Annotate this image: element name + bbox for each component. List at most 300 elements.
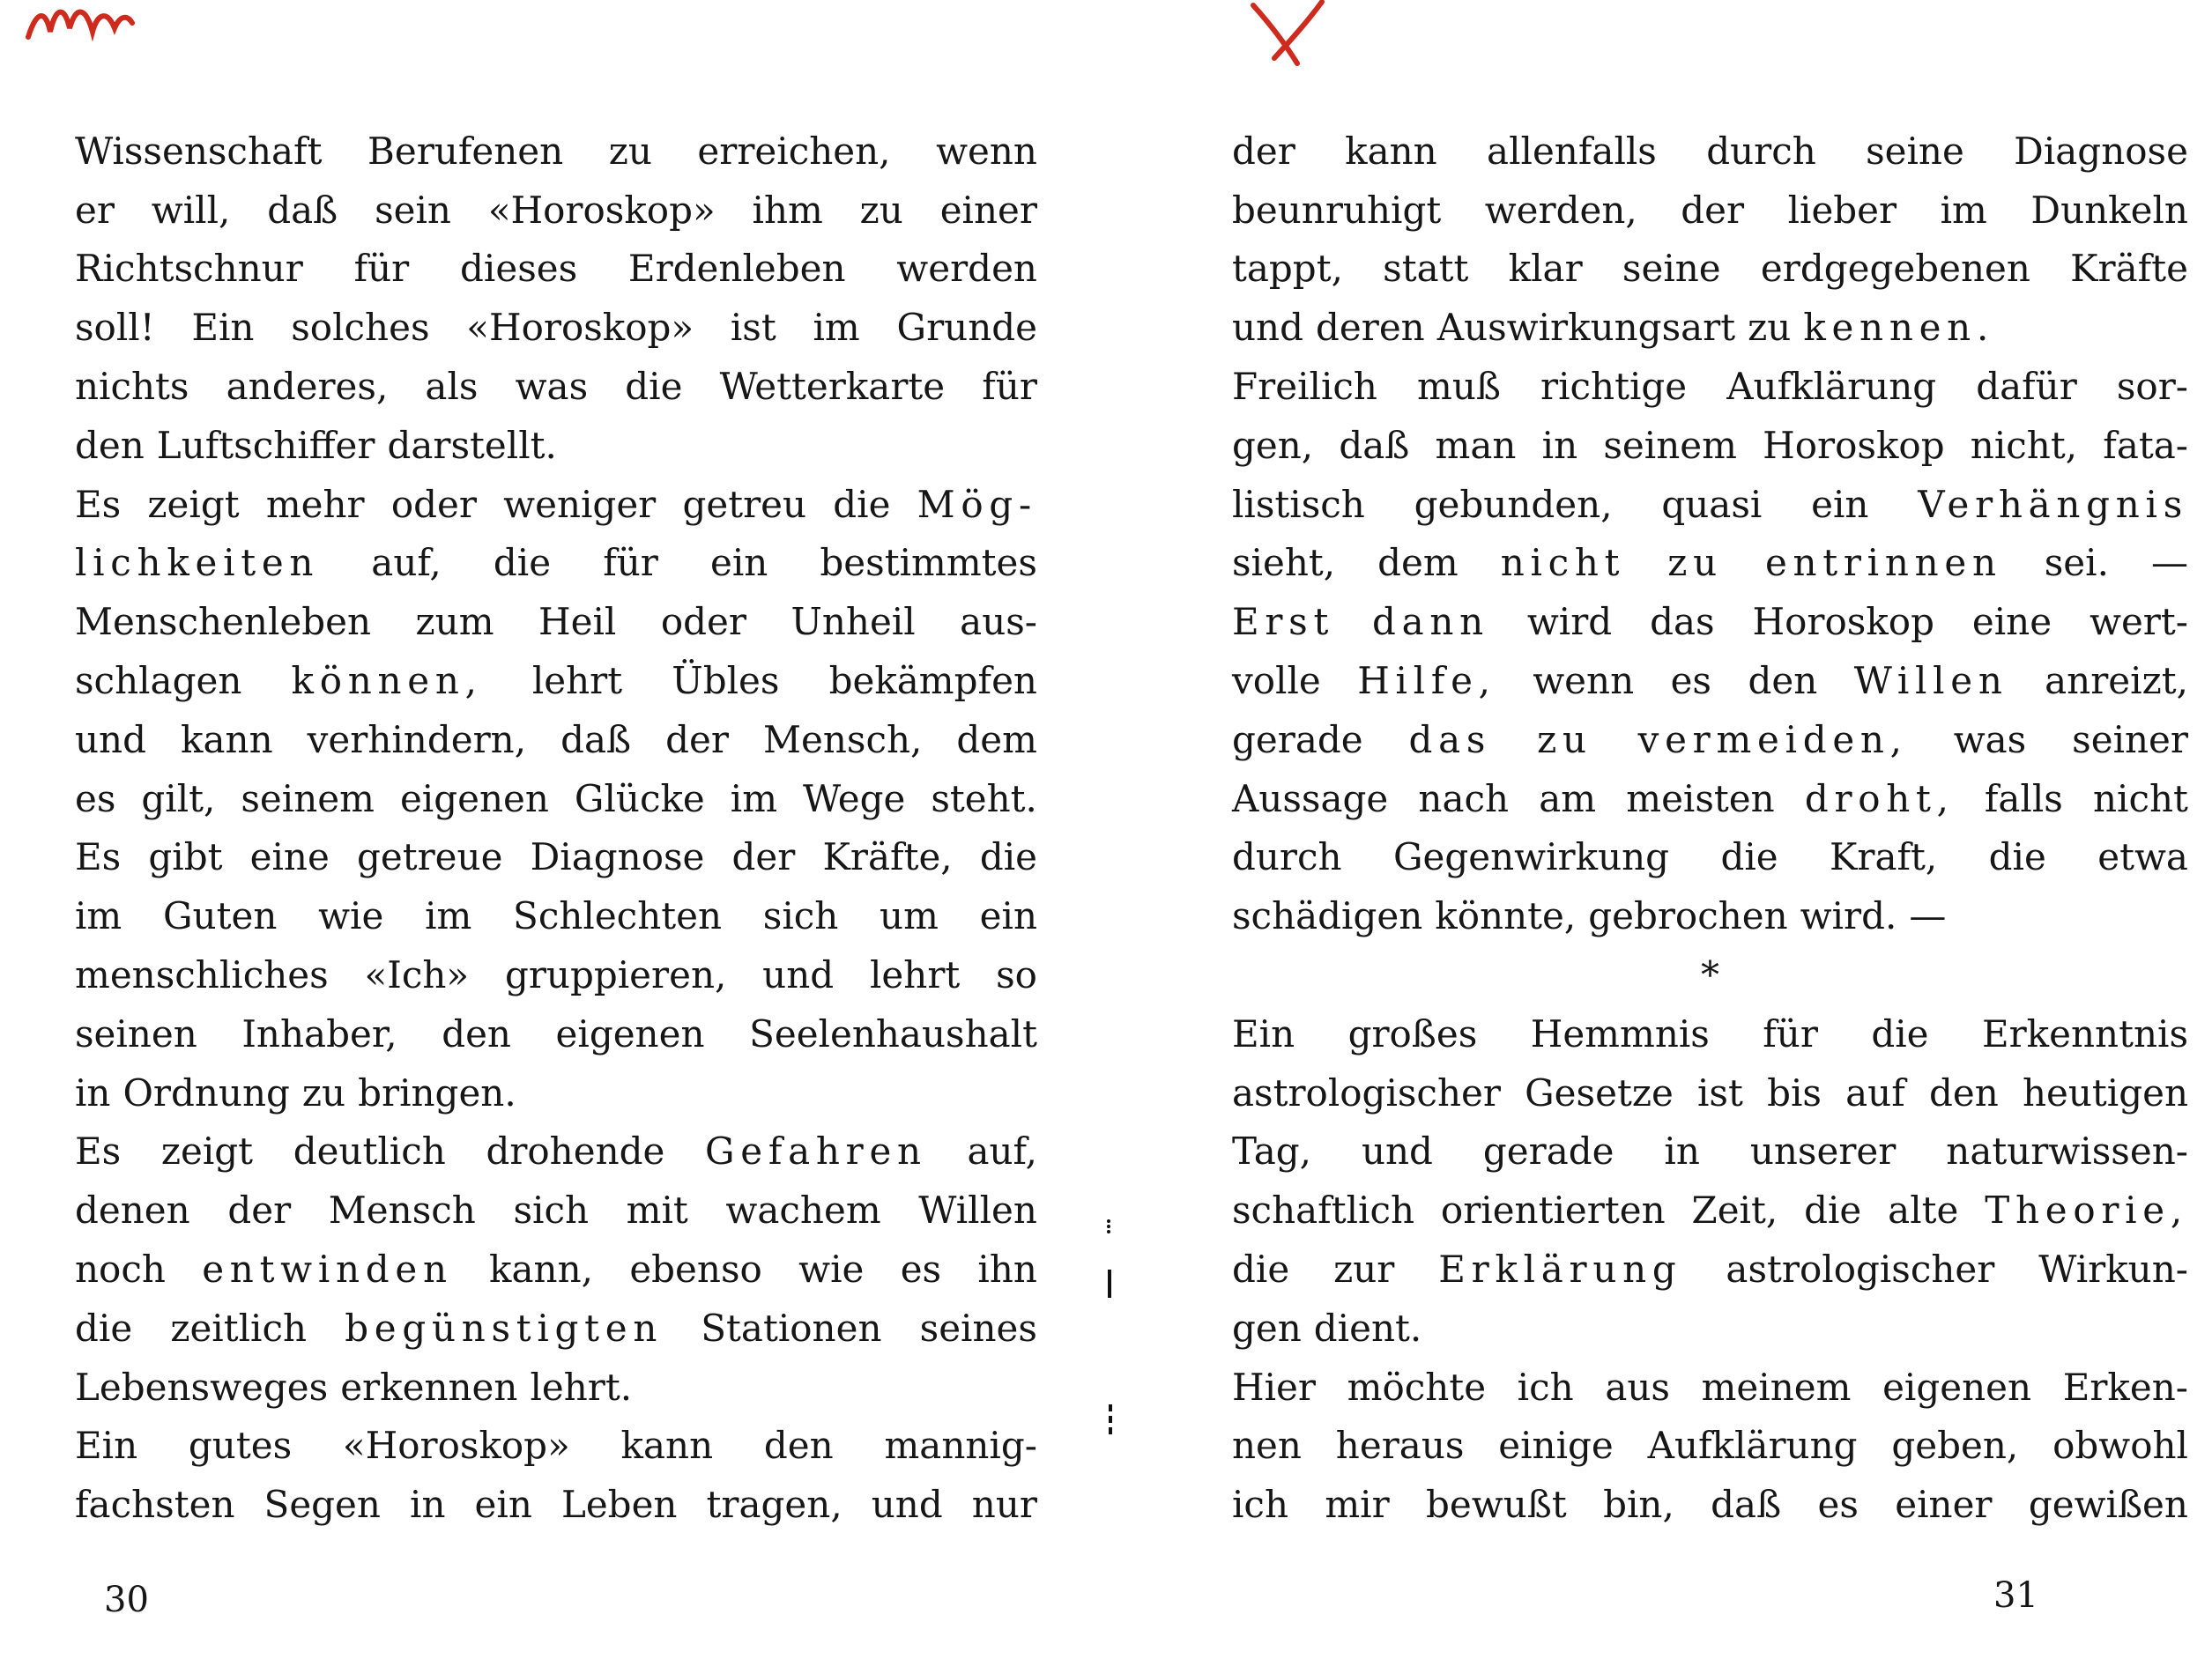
word: daß [1711,1483,1782,1527]
word: steht. [931,776,1037,820]
word: nur [971,1483,1037,1527]
word: Erklärung [1438,1248,1682,1292]
word: fachsten [75,1483,235,1527]
word: aus- [960,600,1037,644]
word: werden [896,247,1037,291]
word: es [1670,659,1711,703]
word: lehrt. [530,1365,633,1409]
word: daß [560,717,632,761]
word: dafür [1976,365,2077,409]
text-line [1232,1004,2188,1063]
word: gewißen [2028,1483,2188,1527]
word: astrologischer [1726,1248,1995,1292]
word: Wetterkarte [719,365,946,409]
word: noch [75,1248,166,1292]
text-line [75,416,1037,475]
word: drohende [486,1130,665,1174]
text-line [1232,886,2188,945]
word: Inhaber, [241,1011,397,1056]
word: und [1232,306,1303,350]
word: und [871,1483,943,1527]
word: Heil [538,600,617,644]
word: Willen [918,1189,1037,1233]
word: tappt, [1232,247,1343,291]
word: bin, [1603,1483,1674,1527]
text-line [1232,357,2188,416]
scan-artifact-gutter-dashed [1109,1404,1112,1434]
word: das [1650,600,1715,644]
word: im [1940,188,1987,232]
word: heutigen [2022,1070,2188,1115]
word: — [1909,894,1947,938]
word: Guten [162,894,278,938]
word: bringen. [358,1070,516,1115]
word: Menschenleben [75,600,372,644]
word: ein [979,894,1037,938]
word: für [353,247,410,291]
red-pen-scribble-top-left [23,0,137,55]
word: deren [1316,306,1425,350]
word: Wege [803,776,906,820]
word: statt [1383,247,1469,291]
word: daß [1339,423,1410,467]
word: Aufklärung [1726,365,1937,409]
word: Gefahren [705,1130,927,1174]
word: gibt [148,835,223,879]
word: die [1720,835,1778,879]
word: Gegenwirkung [1392,835,1670,879]
word: dem [1377,541,1459,585]
word: oder [390,482,477,526]
word: fata- [2103,423,2188,467]
word: zu [608,129,652,173]
word: Ein [1232,1011,1295,1056]
text-line [1232,710,2188,769]
word: obwohl [2052,1424,2188,1468]
word: erdgegebenen [1760,247,2030,291]
word: durch [1706,129,1816,173]
text-line [1232,475,2188,534]
word: Hilfe, [1357,659,1496,703]
word: gerade [1482,1130,1614,1174]
text-line [75,651,1037,710]
text-line [75,475,1037,534]
text-line [1232,122,2188,181]
word: Kraft, [1830,835,1938,879]
word: sieht, [1232,541,1336,585]
word: Horoskop [1752,600,1934,644]
word: Dunkeln [2030,188,2188,232]
text-line [75,1122,1037,1181]
word: falls [1984,776,2063,820]
word: Lebensweges [75,1365,329,1409]
word: nicht [1500,541,1626,585]
word: lichkeiten [75,541,320,585]
word: Mensch [328,1189,476,1233]
word: eigenen [555,1011,705,1056]
word: die [1804,1189,1862,1233]
text-line [1232,651,2188,710]
word: es [900,1248,942,1292]
word: ich [1232,1483,1289,1527]
word: sich [513,1189,590,1233]
word: in [410,1483,446,1527]
word: für [1763,1011,1818,1056]
word: er [75,188,115,232]
word: entwinden [202,1248,453,1292]
word: tragen, [706,1483,842,1527]
text-line [75,592,1037,651]
text-line [1232,1181,2188,1240]
word: was [1953,717,2027,761]
word: die [75,1306,133,1350]
word: seine [1866,129,1964,173]
word: deutlich [293,1130,446,1174]
word: heraus [1335,1424,1465,1468]
text-line [75,1063,1037,1122]
word: und [75,717,146,761]
word: Gesetze [1525,1070,1674,1115]
word: astrologischer [1232,1070,1501,1115]
word: das [1408,717,1492,761]
word: einige [1498,1424,1614,1468]
word: werden, [1484,188,1637,232]
word: sich [762,894,839,938]
word: zeigt [147,482,240,526]
word: Segen [264,1483,381,1527]
word: den [75,423,145,467]
word: meisten [1626,776,1775,820]
word: Zeit, [1691,1189,1778,1233]
word: sor- [2116,365,2188,409]
text-line [75,1358,1037,1417]
word: Seelenhaushalt [749,1011,1037,1056]
word: aus [1605,1365,1670,1409]
word: für [982,365,1037,409]
word: Luftschiffer [156,423,375,467]
text-line [1232,1063,2188,1122]
word: erkennen [340,1365,518,1409]
text-line [75,1417,1037,1476]
word: «Horoskop» [487,188,716,232]
scan-artifact-gutter-solid [1108,1270,1111,1298]
word: zu [1748,306,1792,350]
word: wenn [936,129,1037,173]
word: kann [620,1424,714,1468]
word: ein [474,1483,532,1527]
word: Es [75,835,122,879]
word: zur [1333,1248,1395,1292]
word: allenfalls [1487,129,1657,173]
word: als [425,365,479,409]
word: die [1232,1248,1290,1292]
word: oder [660,600,746,644]
word: seine [1622,247,1721,291]
word: wie [798,1248,865,1292]
text-line [1232,181,2188,240]
word: Mög- [917,482,1037,526]
word: dann [1371,600,1489,644]
word: gruppieren, [504,953,727,997]
word: Wissenschaft [75,129,323,173]
text-line [1232,534,2188,593]
word: Hier [1232,1365,1316,1409]
red-pen-stroke [1253,2,1322,63]
text-line [1232,1299,2188,1358]
word: kann, [489,1248,593,1292]
word: getreu [682,482,807,526]
word: am [1539,776,1597,820]
word: muß [1417,365,1501,409]
word: seinem [1603,423,1737,467]
word: der [1232,129,1295,173]
word: nichts [75,365,189,409]
text-line [75,1240,1037,1299]
word: schaftlich [1232,1189,1415,1233]
word: auf [1845,1070,1905,1115]
word: so [996,953,1037,997]
word: seinem [241,776,375,820]
left-page-number: 30 [104,1580,149,1620]
text-line [1232,298,2188,357]
word: Freilich [1232,365,1377,409]
word: die [979,835,1037,879]
word: kann [181,717,273,761]
word: meinem [1701,1365,1852,1409]
word: — [2150,541,2188,585]
word: wert- [2090,600,2188,644]
word: seines [919,1306,1037,1350]
word: um [880,894,939,938]
word: ein [709,541,768,585]
word: lehrt [531,659,623,703]
right-page-text [1232,122,2188,1534]
text-line [75,1475,1037,1534]
word: dem [956,717,1037,761]
word: denen [75,1189,190,1233]
word: bewußt [1426,1483,1567,1527]
word: im [813,306,860,350]
word: kennen. [1803,306,1995,350]
word: gerade [1232,717,1363,761]
word: Leben [560,1483,678,1527]
word: «Ich» [364,953,470,997]
word: den [1748,659,1818,703]
word: ist [1697,1070,1743,1115]
word: ebenso [629,1248,762,1292]
word: nicht, [1970,423,2078,467]
word: Glücke [574,776,705,820]
text-line [75,1181,1037,1240]
word: was [515,365,589,409]
word: kann [1345,129,1437,173]
word: es [75,776,116,820]
word: zu [1667,541,1723,585]
text-line [75,357,1037,416]
word: schädigen [1232,894,1423,938]
word: und [762,953,835,997]
scan-artifact-gutter-dotted [1107,1219,1110,1233]
word: begünstigten [345,1306,664,1350]
text-line [1232,945,2188,1004]
word: durch [1232,835,1342,879]
word: alte [1888,1189,1959,1233]
word: der [665,717,729,761]
word: dieses [460,247,578,291]
word: den [763,1424,834,1468]
red-pen-scribble-top-center [1239,0,1345,70]
text-line [75,945,1037,1004]
word: die [1988,835,2046,879]
word: «Horoskop» [342,1424,570,1468]
word: ihn [977,1248,1037,1292]
word: * [1701,953,1719,997]
word: die [833,482,891,526]
word: auf, [371,541,442,585]
word: sei. [2044,541,2109,585]
word: den [1928,1070,1999,1115]
word: volle [1232,659,1321,703]
word: anreizt, [2045,659,2188,703]
word: einer [1895,1483,1993,1527]
right-page-number: 31 [1993,1575,2038,1616]
word: eine [1971,600,2052,644]
word: Erst [1232,600,1335,644]
word: darstellt. [387,423,557,467]
word: Ein [75,1424,138,1468]
word: gen [1232,1306,1302,1350]
word: Es [75,1130,122,1174]
word: lehrt [870,953,961,997]
word: gen, [1232,423,1314,467]
word: Erken- [2062,1365,2188,1409]
word: naturwissen- [1946,1130,2188,1174]
word: menschliches [75,953,329,997]
text-line [75,710,1037,769]
word: eigenen [1882,1365,2032,1409]
word: zeigt [160,1130,254,1174]
word: Unheil [791,600,916,644]
word: daß [267,188,338,232]
word: Hemmnis [1530,1011,1710,1056]
word: zu [859,188,903,232]
word: Stationen [701,1306,882,1350]
word: Aussage [1232,776,1389,820]
word: Kräfte, [822,835,953,879]
word: gilt, [141,776,216,820]
word: getreue [356,835,503,879]
word: entrinnen [1764,541,2002,585]
text-line [75,122,1037,181]
word: wachem [725,1189,881,1233]
text-line [75,769,1037,828]
text-line [1232,1122,2188,1181]
word: Schlechten [513,894,723,938]
word: gebunden, [1414,482,1613,526]
word: orientierten [1440,1189,1666,1233]
word: sein [375,188,451,232]
word: einer [939,188,1037,232]
word: können, [291,659,483,703]
word: gebrochen [1588,894,1788,938]
word: und [1361,1130,1433,1174]
text-line [1232,240,2188,299]
word: Auswirkungsart [1436,306,1736,350]
word: in [1541,423,1578,467]
word: schlagen [75,659,242,703]
word: mit [626,1189,688,1233]
word: ihm [752,188,823,232]
word: etwa [2097,835,2188,879]
word: Es [75,482,122,526]
word: es [1817,1483,1859,1527]
word: richtige [1540,365,1688,409]
left-page-text [75,122,1037,1534]
word: mehr [265,482,365,526]
word: soll! [75,306,155,350]
word: seiner [2072,717,2188,761]
word: ist [730,306,776,350]
text-line [75,240,1037,299]
word: Aufklärung [1647,1424,1858,1468]
word: gutes [188,1424,293,1468]
word: bis [1767,1070,1822,1115]
red-pen-stroke [28,12,132,37]
word: zeitlich [170,1306,308,1350]
word: zum [415,600,494,644]
word: wenn [1533,659,1635,703]
word: Berufenen [367,129,564,173]
text-line [1232,1358,2188,1417]
word: anderes, [226,365,389,409]
word: die [1871,1011,1929,1056]
word: man [1435,423,1517,467]
word: der [227,1189,292,1233]
word: nen [1232,1424,1302,1468]
word: weniger [503,482,657,526]
word: im [425,894,472,938]
word: nicht [2093,776,2188,820]
word: Erdenleben [627,247,846,291]
word: eigenen [399,776,549,820]
word: Mensch, [762,717,923,761]
word: eine [249,835,330,879]
word: «Horoskop» [466,306,694,350]
word: bekämpfen [828,659,1037,703]
word: Wirkun- [2038,1248,2188,1292]
word: verhindern, [307,717,527,761]
word: auf, [967,1130,1037,1174]
word: solches [291,306,430,350]
text-line [75,886,1037,945]
word: Grunde [896,306,1037,350]
word: mannig- [884,1424,1037,1468]
word: die [625,365,683,409]
word: mir [1325,1483,1390,1527]
word: Richtschnur [75,247,303,291]
text-line [75,828,1037,887]
word: erreichen, [697,129,891,173]
text-line [1232,1417,2188,1476]
word: quasi [1661,482,1763,526]
word: vermeiden, [1637,717,1908,761]
word: im [730,776,778,820]
word: Willen [1853,659,2008,703]
text-line [75,534,1037,593]
word: klar [1508,247,1583,291]
word: großes [1347,1011,1478,1056]
word: ein [1811,482,1869,526]
